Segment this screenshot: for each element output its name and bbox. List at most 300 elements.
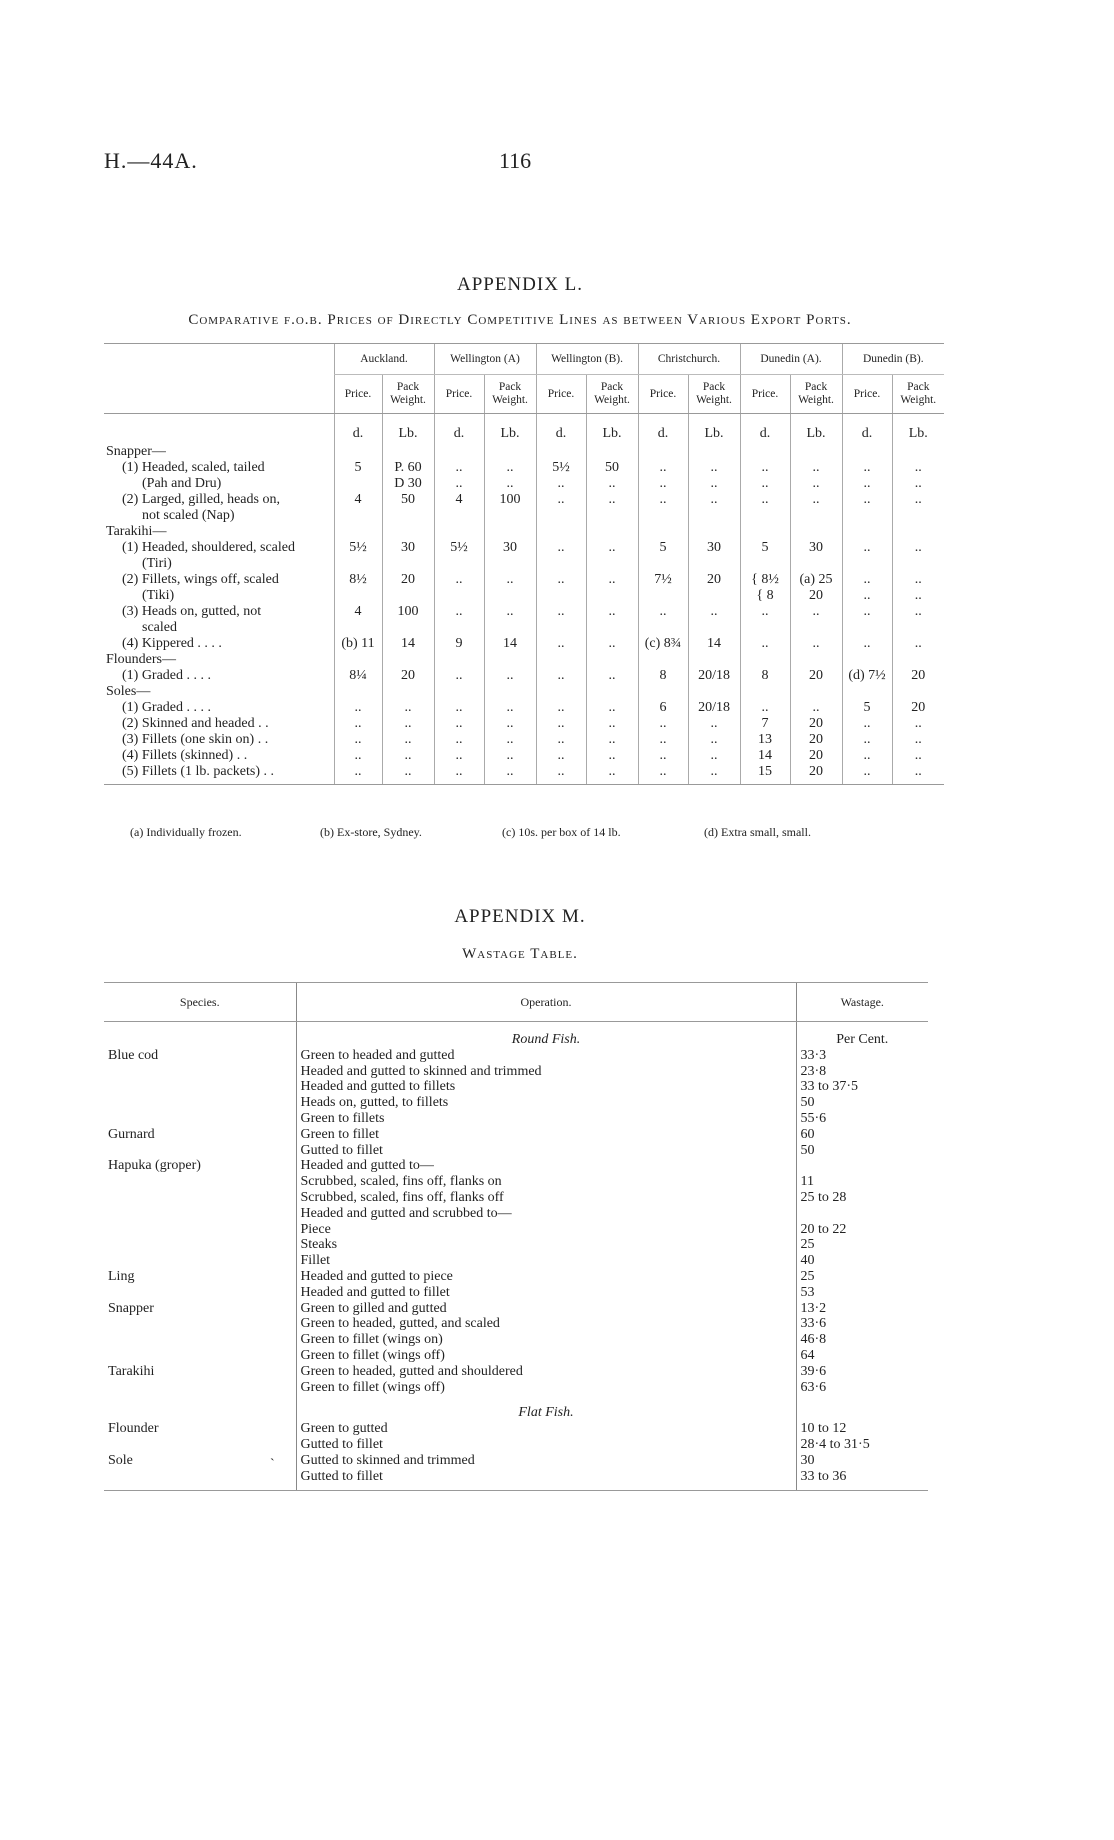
table-cell	[586, 652, 638, 668]
wastage-cell: 39·6	[796, 1364, 928, 1380]
table-row	[104, 1127, 928, 1143]
table-cell: ..	[892, 572, 944, 588]
row-label: Tarakihi—	[106, 524, 167, 539]
table-cell	[334, 476, 382, 492]
table-cell	[536, 620, 586, 636]
table-cell	[382, 508, 434, 524]
table-cell: 5	[334, 460, 382, 476]
table-row	[104, 748, 944, 764]
wastage-cell: 30	[796, 1453, 928, 1469]
table-cell: ..	[688, 764, 740, 785]
table-cell	[790, 556, 842, 572]
wastage-cell: 50	[796, 1143, 928, 1159]
table-cell: 20	[892, 668, 944, 684]
table-cell	[334, 508, 382, 524]
table-cell	[586, 620, 638, 636]
row-label: Flounders—	[106, 652, 176, 667]
table-cell	[536, 444, 586, 460]
label-header	[104, 344, 334, 414]
wastage-cell	[796, 1206, 928, 1222]
table-row	[104, 556, 944, 572]
pack-unit: Lb.	[382, 414, 434, 445]
table-cell	[536, 652, 586, 668]
operation-cell: Green to headed and gutted	[296, 1048, 796, 1064]
port-header: Wellington (A)	[434, 344, 536, 375]
table-cell: ..	[688, 748, 740, 764]
table-cell: 9	[434, 636, 484, 652]
table-cell: 30	[484, 540, 536, 556]
price-unit: d.	[842, 414, 892, 445]
table-cell: ..	[484, 716, 536, 732]
table-row	[104, 572, 944, 588]
wastage-unit: Per Cent.	[796, 1022, 928, 1048]
table-row	[104, 636, 944, 652]
table-cell	[638, 444, 688, 460]
table-cell	[892, 652, 944, 668]
operation-cell: Gutted to fillet	[296, 1143, 796, 1159]
table-row	[104, 1158, 928, 1174]
table-cell: ..	[586, 668, 638, 684]
table-cell: ..	[484, 604, 536, 620]
table-row	[104, 1190, 928, 1206]
table-cell	[586, 524, 638, 540]
table-row	[104, 1079, 928, 1095]
table-cell	[382, 684, 434, 700]
table-cell: ..	[688, 492, 740, 508]
row-label: (2) Skinned and headed . .	[122, 716, 269, 731]
table-cell: ..	[892, 732, 944, 748]
table-row	[104, 1143, 928, 1159]
row-label: (1) Graded . . . .	[122, 668, 212, 683]
table-cell	[382, 524, 434, 540]
table-row	[104, 492, 944, 508]
table-cell	[688, 652, 740, 668]
table-cell: ..	[790, 476, 842, 492]
species-cell	[104, 1316, 296, 1332]
table-cell: P. 60	[382, 460, 434, 476]
table-cell: ..	[892, 492, 944, 508]
table-cell: 6	[638, 700, 688, 716]
table-row	[104, 604, 944, 620]
table-cell	[536, 508, 586, 524]
table-cell	[586, 556, 638, 572]
price-unit: d.	[434, 414, 484, 445]
prices-table	[104, 343, 944, 785]
table-cell	[382, 652, 434, 668]
table-row	[104, 684, 944, 700]
appendix-m-subtitle: Wastage Table.	[462, 946, 578, 962]
table-cell: (a) 25	[790, 572, 842, 588]
table-row	[104, 1174, 928, 1190]
operation-cell: Green to fillet	[296, 1127, 796, 1143]
footnote: (c) 10s. per box of 14 lb.	[502, 825, 621, 839]
table-cell: ..	[740, 492, 790, 508]
species-cell	[104, 1095, 296, 1111]
table-cell	[638, 684, 688, 700]
table-cell: ..	[536, 540, 586, 556]
table-cell: ..	[536, 700, 586, 716]
table-cell: 50	[382, 492, 434, 508]
table-cell	[842, 508, 892, 524]
row-label: (1) Graded . . . .	[122, 700, 212, 715]
table-row	[104, 1064, 928, 1080]
table-cell: ..	[892, 604, 944, 620]
species-cell: Hapuka (groper)	[108, 1158, 201, 1174]
table-cell	[586, 444, 638, 460]
section-spacer	[104, 1022, 296, 1048]
table-row	[104, 1222, 928, 1238]
table-cell	[434, 444, 484, 460]
stray-mark: `	[270, 1457, 275, 1472]
table-cell: 100	[382, 604, 434, 620]
table-cell	[382, 556, 434, 572]
table-cell	[790, 652, 842, 668]
table-cell	[638, 524, 688, 540]
table-cell: ..	[586, 764, 638, 785]
species-cell	[104, 1285, 296, 1301]
species-cell	[104, 1143, 296, 1159]
wastage-cell: 63·6	[796, 1380, 928, 1396]
operation-cell: Scrubbed, scaled, fins off, flanks on	[296, 1174, 796, 1190]
table-cell: ..	[790, 460, 842, 476]
wastage-cell: 46·8	[796, 1332, 928, 1348]
species-cell	[104, 1469, 296, 1491]
table-cell: ..	[842, 492, 892, 508]
table-cell	[382, 588, 434, 604]
units-spacer	[104, 414, 334, 445]
table-cell: ..	[334, 700, 382, 716]
table-cell	[334, 652, 382, 668]
table-cell: 5	[638, 540, 688, 556]
table-row	[104, 668, 944, 684]
table-cell	[382, 620, 434, 636]
table-row	[104, 476, 944, 492]
table-cell: 14	[382, 636, 434, 652]
table-cell: ..	[484, 460, 536, 476]
row-label: (2) Larged, gilled, heads on,	[122, 492, 280, 507]
operation-cell: Green to gutted	[296, 1421, 796, 1437]
table-cell: ..	[892, 636, 944, 652]
operation-cell: Piece	[296, 1222, 796, 1238]
price-unit: d.	[638, 414, 688, 445]
table-cell: ..	[892, 476, 944, 492]
section-heading-row	[104, 1022, 928, 1048]
table-row	[104, 540, 944, 556]
section-spacer	[796, 1395, 928, 1421]
table-cell: 20	[790, 748, 842, 764]
table-cell: ..	[740, 604, 790, 620]
table-cell	[892, 684, 944, 700]
table-cell: ..	[688, 604, 740, 620]
table-cell	[688, 588, 740, 604]
table-cell: 20/18	[688, 668, 740, 684]
wastage-cell: 33 to 37·5	[796, 1079, 928, 1095]
table-cell	[892, 556, 944, 572]
species-cell	[104, 1079, 296, 1095]
table-cell: ..	[842, 748, 892, 764]
table-cell: ..	[484, 764, 536, 785]
table-cell	[892, 524, 944, 540]
table-cell: 4	[334, 492, 382, 508]
table-cell: ..	[638, 748, 688, 764]
operation-cell: Green to fillet (wings on)	[296, 1332, 796, 1348]
table-cell	[892, 508, 944, 524]
table-row	[104, 444, 944, 460]
table-cell: ..	[842, 604, 892, 620]
operation-cell: Steaks	[296, 1237, 796, 1253]
table-cell: 20	[790, 716, 842, 732]
table-cell: 20/18	[688, 700, 740, 716]
table-cell: 13	[740, 732, 790, 748]
table-cell: ..	[892, 460, 944, 476]
table-cell: 30	[688, 540, 740, 556]
table-cell: { 8	[740, 588, 790, 604]
species-cell	[104, 1174, 296, 1190]
table-cell	[334, 684, 382, 700]
table-cell: ..	[638, 604, 688, 620]
price-subheader: Price.	[842, 375, 892, 414]
table-cell: ..	[842, 716, 892, 732]
table-row	[104, 524, 944, 540]
table-cell	[434, 556, 484, 572]
species-cell: Snapper	[108, 1300, 154, 1316]
appendix-m-title: APPENDIX M.	[454, 906, 586, 927]
units-row	[104, 414, 944, 445]
table-cell	[484, 588, 536, 604]
operation-cell: Heads on, gutted, to fillets	[296, 1095, 796, 1111]
table-row	[104, 1285, 928, 1301]
table-cell	[688, 524, 740, 540]
table-cell: ..	[790, 604, 842, 620]
species-cell: Ling	[108, 1268, 135, 1284]
wastage-cell: 53	[796, 1285, 928, 1301]
table-cell: ..	[382, 700, 434, 716]
table-cell: 14	[484, 636, 536, 652]
wastage-cell: 40	[796, 1253, 928, 1269]
table-cell: ..	[536, 476, 586, 492]
table-row	[104, 620, 944, 636]
table-cell: 4	[434, 492, 484, 508]
wastage-cell: 33·6	[796, 1316, 928, 1332]
table-row	[104, 1253, 928, 1269]
table-cell	[434, 620, 484, 636]
section-heading: Round Fish.	[296, 1022, 796, 1048]
price-unit: d.	[536, 414, 586, 445]
table-cell	[892, 444, 944, 460]
table-cell: ..	[842, 476, 892, 492]
table-row	[104, 1437, 928, 1453]
species-cell	[104, 1222, 296, 1238]
table-cell: ..	[740, 460, 790, 476]
table-cell	[740, 652, 790, 668]
table-cell: ..	[892, 764, 944, 785]
port-header: Auckland.	[334, 344, 434, 375]
table-cell	[484, 444, 536, 460]
pack-weight-subheader: Pack Weight.	[586, 375, 638, 414]
row-label: (Tiri)	[142, 556, 172, 571]
table-cell: ..	[740, 476, 790, 492]
operation-cell: Green to fillets	[296, 1111, 796, 1127]
table-cell	[536, 524, 586, 540]
table-cell: ..	[536, 636, 586, 652]
footnote: (a) Individually frozen.	[130, 825, 242, 839]
table-cell: ..	[688, 460, 740, 476]
table-cell: 20	[790, 732, 842, 748]
wastage-cell: 25	[796, 1269, 928, 1285]
table-cell: ..	[638, 476, 688, 492]
table-cell: ..	[382, 764, 434, 785]
table-cell	[688, 620, 740, 636]
table-cell	[434, 508, 484, 524]
port-header: Christchurch.	[638, 344, 740, 375]
price-subheader: Price.	[536, 375, 586, 414]
species-cell	[104, 1206, 296, 1222]
table-cell: ..	[484, 476, 536, 492]
table-row	[104, 1469, 928, 1491]
table-cell: 8¼	[334, 668, 382, 684]
table-cell	[484, 684, 536, 700]
operation-cell: Headed and gutted to fillet	[296, 1285, 796, 1301]
table-cell: ..	[382, 748, 434, 764]
table-row	[104, 1364, 928, 1380]
table-cell: 8	[638, 668, 688, 684]
table-cell	[434, 524, 484, 540]
table-cell: 50	[586, 460, 638, 476]
table-cell	[434, 588, 484, 604]
table-cell: ..	[740, 700, 790, 716]
table-cell: ..	[484, 732, 536, 748]
row-label: (Pah and Dru)	[142, 476, 222, 491]
table-cell: ..	[434, 764, 484, 785]
table-cell: 20	[382, 572, 434, 588]
table-cell: ..	[842, 764, 892, 785]
species-cell: Tarakihi	[108, 1363, 155, 1379]
table-row	[104, 700, 944, 716]
table-cell: ..	[638, 492, 688, 508]
footnote: (d) Extra small, small.	[704, 825, 811, 839]
table-cell	[334, 620, 382, 636]
wastage-table	[104, 982, 928, 1491]
table-cell	[842, 556, 892, 572]
table-row	[104, 1048, 928, 1064]
pack-weight-subheader: Pack Weight.	[484, 375, 536, 414]
page-header	[104, 148, 904, 178]
table-cell	[484, 524, 536, 540]
table-cell: ..	[688, 732, 740, 748]
operation-cell: Headed and gutted to skinned and trimmed	[296, 1064, 796, 1080]
table-cell: 30	[790, 540, 842, 556]
table-cell	[536, 588, 586, 604]
operation-cell: Scrubbed, scaled, fins off, flanks off	[296, 1190, 796, 1206]
table-cell: 100	[484, 492, 536, 508]
table-cell: ..	[790, 700, 842, 716]
table-cell	[740, 524, 790, 540]
port-header-row	[104, 344, 944, 375]
port-header: Wellington (B).	[536, 344, 638, 375]
wastage-cell: 25	[796, 1237, 928, 1253]
table-cell: ..	[536, 716, 586, 732]
table-cell: ..	[334, 748, 382, 764]
table-row	[104, 764, 944, 785]
table-cell: 20	[892, 700, 944, 716]
table-cell: ..	[434, 716, 484, 732]
table-cell	[536, 556, 586, 572]
table-row	[104, 1453, 928, 1469]
wastage-header-row	[104, 983, 928, 1022]
table-cell	[892, 620, 944, 636]
table-cell	[484, 508, 536, 524]
species-cell: Gurnard	[108, 1126, 155, 1142]
table-cell: 5½	[536, 460, 586, 476]
pack-weight-subheader: Pack Weight.	[892, 375, 944, 414]
wastage-cell: 25 to 28	[796, 1190, 928, 1206]
table-row	[104, 1206, 928, 1222]
table-row	[104, 652, 944, 668]
document-reference: H.—44A.	[104, 148, 198, 173]
table-cell: ..	[536, 748, 586, 764]
table-cell: ..	[892, 716, 944, 732]
table-cell: ..	[892, 540, 944, 556]
table-cell: ..	[688, 476, 740, 492]
table-cell	[638, 620, 688, 636]
wastage-cell: 60	[796, 1127, 928, 1143]
table-cell: (b) 11	[334, 636, 382, 652]
table-cell: ..	[536, 604, 586, 620]
appendix-l-subtitle: Comparative f.o.b. Prices of Directly Competitive Lines as between Various Export Ports.	[188, 312, 852, 328]
table-cell: ..	[586, 604, 638, 620]
table-row	[104, 1111, 928, 1127]
table-cell	[740, 444, 790, 460]
table-cell: ..	[536, 492, 586, 508]
species-cell	[104, 1348, 296, 1364]
table-cell: ..	[434, 732, 484, 748]
table-cell	[842, 444, 892, 460]
pack-unit: Lb.	[586, 414, 638, 445]
table-cell	[842, 684, 892, 700]
operation-cell: Green to fillet (wings off)	[296, 1380, 796, 1396]
table-cell: 20	[790, 668, 842, 684]
table-cell: ..	[334, 764, 382, 785]
price-subheader: Price.	[638, 375, 688, 414]
species-cell	[104, 1237, 296, 1253]
table-cell	[688, 508, 740, 524]
table-cell: ..	[842, 572, 892, 588]
table-cell	[638, 556, 688, 572]
appendix-l-title: APPENDIX L.	[456, 274, 584, 295]
table-cell: ..	[434, 460, 484, 476]
species-cell: Sole	[108, 1452, 133, 1468]
table-cell: 20	[382, 668, 434, 684]
row-label: (4) Kippered . . . .	[122, 636, 222, 651]
table-cell: ..	[842, 588, 892, 604]
table-cell: ..	[892, 748, 944, 764]
table-cell: ..	[586, 716, 638, 732]
table-cell: ..	[586, 572, 638, 588]
table-cell	[790, 620, 842, 636]
operation-cell: Headed and gutted to—	[296, 1158, 796, 1174]
table-cell	[740, 620, 790, 636]
table-cell	[484, 652, 536, 668]
table-cell: ..	[586, 748, 638, 764]
table-cell: ..	[586, 492, 638, 508]
table-cell	[434, 652, 484, 668]
section-heading-row	[104, 1395, 928, 1421]
price-subheader: Price.	[740, 375, 790, 414]
operation-cell: Gutted to fillet	[296, 1437, 796, 1453]
operation-cell: Green to headed, gutted and shouldered	[296, 1364, 796, 1380]
pack-weight-subheader: Pack Weight.	[382, 375, 434, 414]
table-row	[104, 460, 944, 476]
